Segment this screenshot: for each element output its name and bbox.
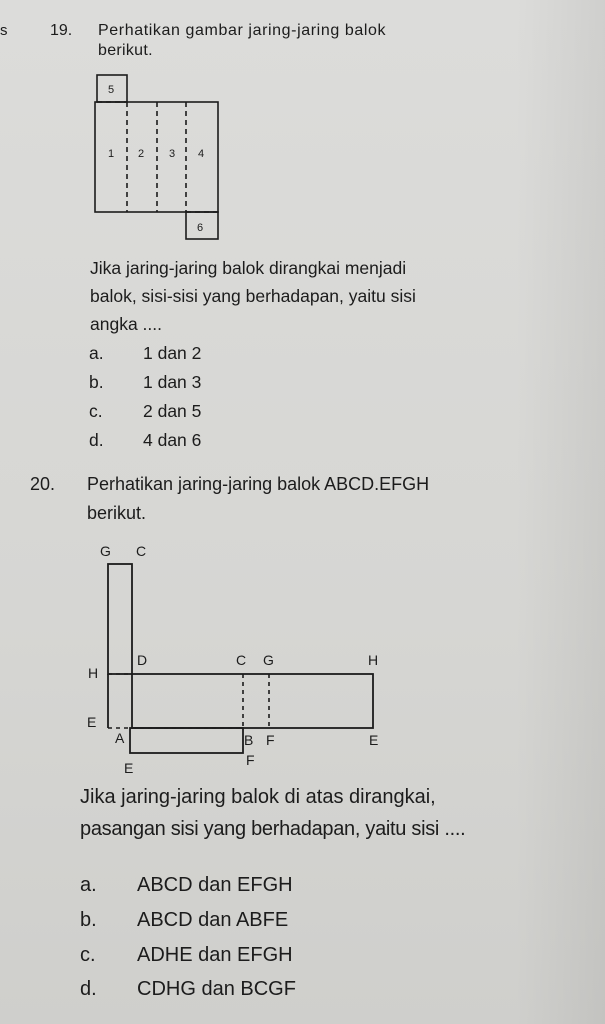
q19-text-line: angka .... bbox=[90, 314, 162, 334]
q20-option-letter: d. bbox=[80, 978, 97, 1000]
q19-prompt-line2: berikut. bbox=[98, 42, 153, 59]
q19-option-letter: a. bbox=[89, 343, 104, 363]
q19-option-letter: b. bbox=[89, 372, 104, 392]
q19-text-line: balok, sisi-sisi yang berhadapan, yaitu sisi bbox=[90, 286, 416, 306]
q19-option-text: 1 dan 2 bbox=[143, 343, 202, 363]
q20-label-g: G bbox=[263, 652, 274, 668]
q20-face-bottom bbox=[130, 728, 243, 753]
q19-label-6: 6 bbox=[197, 222, 204, 234]
q19-option-text: 1 dan 3 bbox=[143, 372, 202, 392]
q20-main-row bbox=[132, 674, 373, 728]
q19-label-1: 1 bbox=[108, 148, 115, 160]
q20-label-right-e: E bbox=[369, 732, 379, 748]
q19-label-3: 3 bbox=[169, 148, 176, 160]
q20-number: 20. bbox=[30, 474, 56, 494]
q19-text-line: Jika jaring-jaring balok dirangkai menjadi bbox=[90, 258, 407, 278]
q20-option-letter: c. bbox=[80, 944, 96, 966]
q20-option-letter: a. bbox=[80, 874, 97, 896]
q19-number: 19. bbox=[50, 22, 73, 39]
q19-prompt-line1: Perhatikan gambar jaring-jaring balok bbox=[98, 22, 387, 39]
q20-option-letter: b. bbox=[80, 909, 97, 931]
q20-label-right-h: H bbox=[368, 652, 379, 668]
q20-label-bottom-e: E bbox=[124, 760, 134, 776]
q20-label-d: D bbox=[137, 652, 148, 668]
q20-option-text: ABCD dan EFGH bbox=[137, 874, 293, 896]
q20-label-top-g: G bbox=[100, 543, 111, 559]
q20-text-line: Jika jaring-jaring balok di atas dirangkai, bbox=[80, 786, 436, 808]
q19-option-letter: d. bbox=[89, 430, 104, 450]
q20-label-left-h: H bbox=[88, 665, 99, 681]
q20-prompt-line2: berikut. bbox=[87, 503, 147, 523]
q20-label-a: A bbox=[115, 730, 125, 746]
q19-label-2: 2 bbox=[138, 148, 145, 160]
q20-face-tall bbox=[108, 564, 132, 674]
q19-label-4: 4 bbox=[198, 148, 205, 160]
q19-option-text: 2 dan 5 bbox=[143, 401, 202, 421]
q19-label-5: 5 bbox=[108, 84, 115, 96]
q19-option-text: 4 dan 6 bbox=[143, 430, 202, 450]
q20-label-f: F bbox=[266, 732, 275, 748]
q19-option-letter: c. bbox=[89, 401, 103, 421]
q20-prompt-line1: Perhatikan jaring-jaring balok ABCD.EFGH bbox=[87, 474, 430, 494]
q20-option-text: CDHG dan BCGF bbox=[137, 978, 296, 1000]
q20-label-top-c: C bbox=[136, 543, 147, 559]
q20-text-line: pasangan sisi yang berhadapan, yaitu sisi .... bbox=[80, 818, 466, 840]
margin-mark: s bbox=[0, 22, 8, 39]
q20-label-b: B bbox=[244, 732, 254, 748]
q20-option-text: ABCD dan ABFE bbox=[137, 909, 289, 931]
q20-label-left-e: E bbox=[87, 714, 97, 730]
q20-label-bottom-f: F bbox=[246, 752, 255, 768]
q20-option-text: ADHE dan EFGH bbox=[137, 944, 293, 966]
q20-label-c: C bbox=[236, 652, 247, 668]
